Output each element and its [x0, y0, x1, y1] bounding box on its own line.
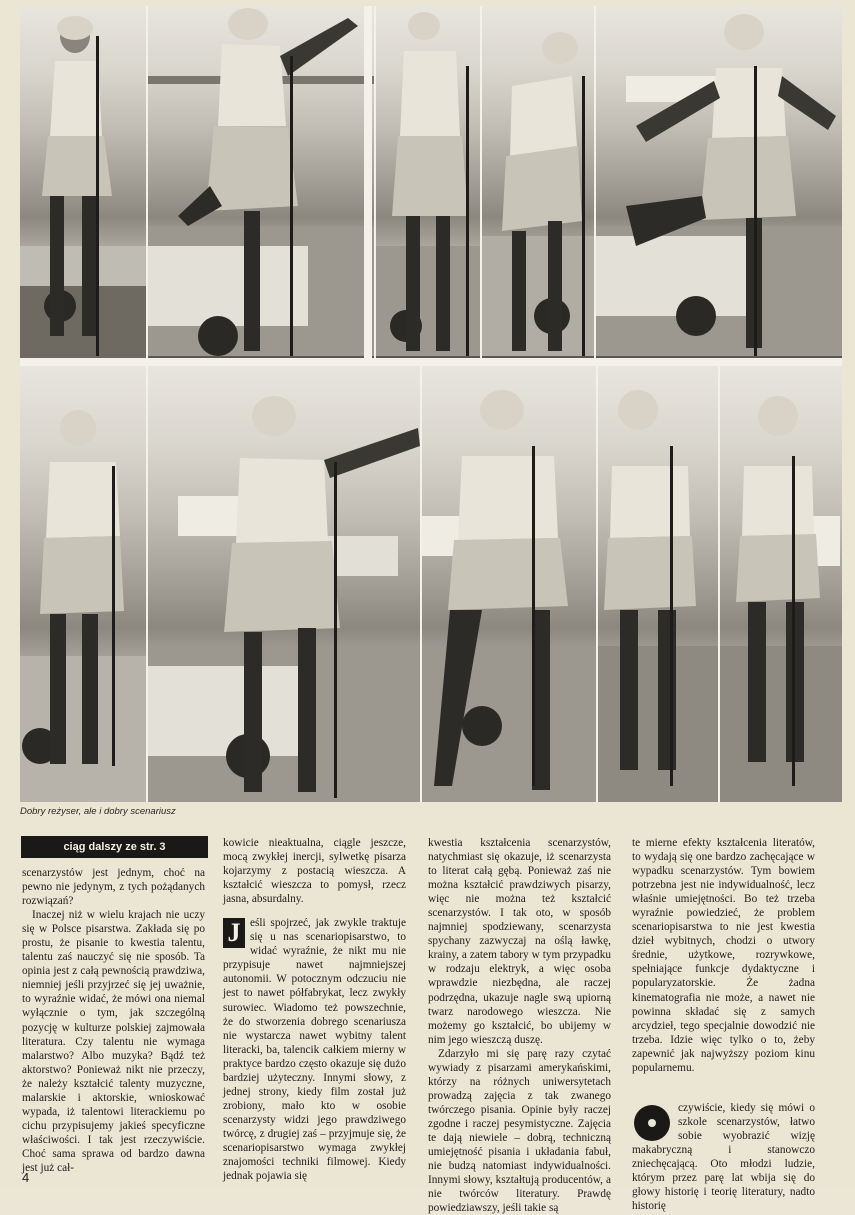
page-number: 4	[22, 1170, 30, 1185]
photo-frame-5	[596, 6, 842, 358]
paragraph: eśli spojrzeć, jak zwykle traktuje się u nas scenariopisarstwo, to widać wyraźnie, że nikt mu nie przypisuje nawet najmniejszej autonomii. W potocznym odczuciu nie jest to nawet półfabrykat, lecz zwykły surowiec. Wiadomo też powszechnie, że do stworzenia dobrego scenariusza nie wystarcza nawet wybitny talent literacki, ba, talencik całkiem mierny w praktyce bardzo często okazuje się dużo bardziej użyteczny. Innymi słowy, z jednej strony, kiedy film został już zrobiony, mało kto w osobie scenarzysty widzi jego prawdziwego twórcę, z drugiej zaś – przyjmuje się, że scenariopisarstwo wymaga zwykłej znajomości techniki filmowej. Kiedy jednak pojawia się	[223, 917, 406, 1183]
photo-frame-7	[148, 366, 420, 802]
paragraph: scenarzystów jest jednym, choć na pewno nie jedynym, z tych pożądanych rozwiązań?	[22, 867, 205, 908]
dropcap-j: J	[223, 918, 245, 948]
paragraph: Zdarzyło mi się parę razy czytać wywiady z pisarzami amerykańskimi, którzy na różnych uniwersytetach prowadzą zajęcia z tak zwanego twórczego pisania. Opinie były raczej zgodne i raczej pesymistyczne. Zajęcia te dają niewiele – dobrą, techniczną umiejętność pisania i układania fabuł, nie budzą natomiast indywidualności. Innymi słowy, kształtują producentów, a nie twórców literatury. Prawdę powiedziawszy, jeśli takie są	[428, 1047, 611, 1215]
photo-frame-3	[376, 6, 480, 358]
photo-frame-6	[20, 366, 146, 802]
photo-frame-1	[20, 6, 146, 358]
paragraph: kowicie nieaktualna, ciągle jeszcze, mocą zwykłej inercji, sylwetkę pisarza kojarzymy z postacią wieszcza. A kształcić wieszcza to pomysł, rzecz jasna, absurdalny.	[223, 837, 406, 906]
photo-caption: Dobry reżyser, ale i dobry scenariusz	[20, 806, 176, 817]
photo-frame-8	[422, 366, 596, 802]
text-column-4	[632, 836, 815, 1213]
paragraph: kwestia kształcenia scenarzystów, natychmiast się okazuje, iż scenarzysta to literat całą gębą. Ponieważ zaś nie można kształcić prawdziwych pisarzy, więc nie można też kształcić scenarzystów. I tak oto, w sposób najmniej spodziewany, scenarzysta spychany zazwyczaj na oślą ławkę, krainy, a zatem tabory w tym przypadku w rodzaju elektryk, a więc osoba wprawdzie niezbędna, ale raczej podrzędna, ukazuje nagle swą upiorną twarz narodowego wieszcza. Nie możemy go kształcić, bo ubijemy w nim jego wieszczą duszę.	[428, 837, 611, 1046]
photo-sequence	[20, 6, 842, 802]
paragraph: czywiście, kiedy się mówi o szkole scenarzystów, łatwo sobie wyobrazić wizję makabryczną i stanowczo zniechęcającą. Oto młodzi ludzie, którym przez parę lat wbija się do głowy historię i teorię literatury, nadto historię	[632, 1101, 815, 1213]
text-column-1	[22, 836, 205, 1175]
paragraph: Inaczej niż w wielu krajach nie uczy się w Polsce pisarstwa. Zakłada się po prostu, że pisanie to kwestia talentu, talentu zaś nauczyć się nie sposób. Ta opinia jest z całą pewnością prawdziwa, niemniej jeśli przyjrzeć się jej uważnie, to wyraźnie widać, że mówi ona niemal wyłącznie o tym, jak szczególną pozycję w kulturze polskiej zajmowała literatura. Czy talentu nie wymaga malarstwo? Albo muzyka? Bądź też aktorstwo? Ponieważ nikt nie przeczy, że należy kształcić talenty muzyczne, malarskie i aktorskie, wnioskować wypada, iż talentowi literackiemu po cichu przypisujemy jakieś specyficzne właściwości. I tak jest rzeczywiście. Choć sama sprawa od bardzo dawna jest już cał-	[22, 909, 205, 1174]
photo-frame-4	[482, 6, 594, 358]
dropcap-o	[634, 1105, 670, 1141]
text-column-3	[428, 836, 611, 1215]
photo-frame-9	[598, 366, 718, 802]
continued-from-box: ciąg dalszy ze str. 3	[21, 836, 208, 858]
paragraph: te mierne efekty kształcenia literatów, to wydają się one bardzo zachęcające w wypadku scenarzystów. Tym bowiem potrzebna jest nie indywidualność, lecz właśnie umiejętności. Bo też trzeba wyraźnie powiedzieć, że problem scenariopisarstwa to nie jest kwestia dzieł wybitnych, chodzi o utwory średnie, użytkowe, rozrywkowe, spełniające funkcje dydaktyczne i popularyzatorskie. Że żadna kinematografia nie może, a nawet nie powinna składać się z samych arcydzieł, tego specjalnie dowodzić nie trzeba. Idzie więc tylko o to, żeby zapewnić jak najwyższy poziom kinu popularnemu.	[632, 837, 815, 1074]
photo-frame-10	[720, 366, 842, 802]
photo-frame-2	[148, 6, 374, 358]
text-column-2	[223, 836, 406, 1183]
